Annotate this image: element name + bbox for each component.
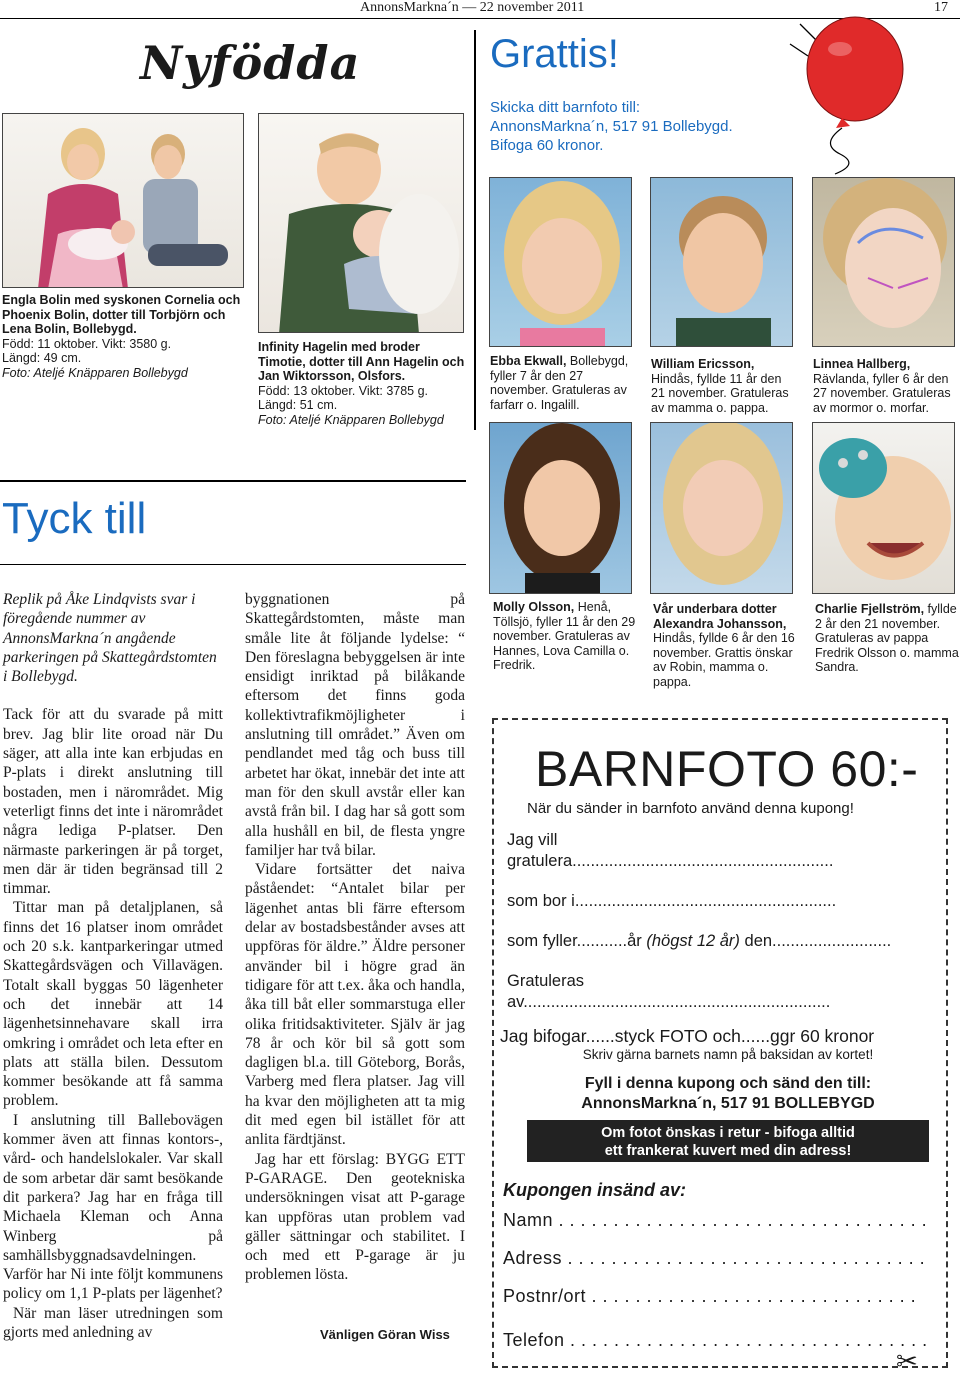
photo-charlie-fjellstrom xyxy=(812,422,955,594)
coupon-line-gratuleras: Gratuleras xyxy=(507,972,585,990)
photo-ebba-ekwall xyxy=(489,177,632,347)
balloon-icon xyxy=(780,14,920,189)
coupon-line-jag-vill: Jag vill xyxy=(507,831,558,849)
caption-william-ericsson: William Ericsson, Hindås, fyllde 11 år den 21 november. Gratuleras av mamma o. pappa. xyxy=(651,357,789,415)
caption-linnea-hallberg: Linnea Hallberg, Rävlanda, fyller 6 år den 27 november. Gratuleras av mormor o. morfar. xyxy=(813,357,951,415)
coupon-return-note: Om fotot önskas i retur - bifoga alltid ett frankerat kuvert med din adress! xyxy=(527,1120,929,1162)
tyck-till-rule-bottom xyxy=(0,564,466,565)
page-number: 17 xyxy=(934,0,948,15)
caption-ebba-ekwall: Ebba Ekwall, Bollebygd, fyller 7 år den 27 november. Gratuleras av farfarr o. Ingalill. xyxy=(490,354,629,412)
photo-linnea-hallberg xyxy=(812,177,955,347)
article-column-2 xyxy=(245,590,465,1285)
coupon-title: BARNFOTO 60:- xyxy=(535,741,919,797)
article-paragraph: byggnationen på Skattegårdstomten, måste man småle lite åt följande lydelse: “ Den föreslagna bebyggelsen är inte ensidigt inriktad på bilåkande eftersom det finns goda kollektivtrafikmöjligheter i anslutning till området.” Även om pendlandet med tåg och buss till arbetet har ökat, innebär det inte att man för den skull avstår eller kan avstå från bil. I dag har så gott som alla hushåll en bil, de flesta yngre familjer har två bilar. xyxy=(245,591,465,859)
coupon-field-adress[interactable]: Adress . . . . . . . . . . . . . . . . . . . . . . . . . . . . . . . . . xyxy=(503,1248,926,1268)
photo-alexandra-johansson xyxy=(650,422,793,594)
section-title-tyck-till: Tyck till xyxy=(2,494,147,543)
article-paragraph: När man läser utredningen som gjorts med anledning av xyxy=(3,1304,223,1341)
coupon-subtitle: När du sänder in barnfoto använd denna kupong! xyxy=(527,800,854,817)
article-intro: Replik på Åke Lindqvists svar i föregående nummer av AnnonsMarkna´n angående parkeringen på Skattegårdstomten i Bollebygd. xyxy=(3,591,217,686)
grattis-instructions: Skicka ditt barnfoto till: AnnonsMarkna´n, 517 91 Bollebygd. Bifoga 60 kronor. xyxy=(490,99,733,154)
photo-william-ericsson xyxy=(650,177,793,347)
photo-molly-olsson xyxy=(489,422,632,594)
caption-infinity-hagelin: Infinity Hagelin med broder Timotie, dotter till Ann Hagelin och Jan Wiktorsson, Olsfors. Född: 13 oktober. Vikt: 3785 g. Längd: 51 cm. Foto: Ateljé Knäpparen Bollebygd xyxy=(258,340,465,427)
caption-alexandra-johansson: Vår underbara dotter Alexandra Johansson, Hindås, fyllde 6 år den 16 november. Grattis önskar av Robin, mamma o. pappa. xyxy=(653,602,795,689)
caption-charlie-fjellstrom: Charlie Fjellström, fyllde 2 år den 21 november. Gratuleras av pappa Fredrik Olsson o. mamma Sandra. xyxy=(815,602,959,674)
section-title-nyfodda: Nyfödda xyxy=(140,36,361,90)
article-signature: Vänligen Göran Wiss xyxy=(320,1327,450,1342)
coupon-field-som-fyller[interactable]: som fyller...........år (högst 12 år) den.......................... xyxy=(507,932,892,950)
coupon-field-bifogar[interactable]: Jag bifogar......styck FOTO och......ggr 60 kronor xyxy=(500,1026,875,1046)
caption-engla-bolin: Engla Bolin med syskonen Cornelia och Phoenix Bolin, dotter till Torbjörn och Lena Bolin, Bollebygd. Född: 11 oktober. Vikt: 3580 g. Längd: 49 cm. Foto: Ateljé Knäpparen Bollebygd xyxy=(2,293,241,380)
article-paragraph: Jag har ett förslag: BYGG ETT P-GARAGE. Den geotekniska undersökningen visat att P-garage kan uppföras utan problem vad gäller sättningar och stabilitet. I och med ett P-garage är ju problemen lösta. xyxy=(245,1150,465,1284)
coupon-sender-heading: Kupongen insänd av: xyxy=(503,1180,687,1200)
tyck-till-rule-top xyxy=(0,480,466,482)
caption-molly-olsson: Molly Olsson, Henå, Töllsjö, fyller 11 år den 29 november. Gratuleras av Hannes, Lova Camilla o. Fredrik. xyxy=(493,600,636,672)
coupon-note-skriv: Skriv gärna barnets namn på baksidan av kortet! xyxy=(582,1047,874,1062)
article-paragraph: Tack för att du svarade på mitt brev. Jag blir lite oroad när Du säger, att alla inte kan erbjudas en P-plats i direkt anslutning till bostaden, men i närområdet. Mig veterligt finns det inte i närområdet några lediga P-platser. Den närmaste parkeringen är på torget, men där är tiden begränsad till 2 timmar. xyxy=(3,706,223,898)
scissors-icon: ✂ xyxy=(896,1346,918,1375)
coupon-send-address: Fyll i denna kupong och sänd den till: AnnonsMarkna´n, 517 91 BOLLEBYGD xyxy=(581,1075,875,1112)
article-paragraph: Vidare fortsätter det naiva påståendet: “Antalet bilar per lägenhet antas bli färre eftersom delar av bostadsbestånder avses att uppföras för äldre.” Äldre personer använder bil i högre grad än tidigare för att t.ex. åka och handla, åka till båt eller sommarstuga eller olika fritidsaktiviteter. Själv är jag 78 år och kör bil så gott som dagligen bl.a. till Göteborg, Borås, Varberg med flera platser. Jag vill ha kvar den möjligheten att ta mig dit med egen bil istället för att anlita färdtjänst. xyxy=(245,861,465,1149)
article-paragraph: I anslutning till Ballebovägen kommer även att finnas kontors-, vård- och handelslokaler. Var skall de som arbetar där samt besökande dit parkera? Jag har en fråga till Michaela Kleman och Anna Winberg på samhällsbyggnadsavdelningen. Varför har Ni inte följt kommunens policy om 1,1 P-plats per lägenhet? xyxy=(3,1111,223,1303)
coupon-field-telefon[interactable]: Telefon . . . . . . . . . . . . . . . . . . . . . . . . . . . . . . . . . xyxy=(503,1330,928,1350)
coupon-field-som-bor-i[interactable]: som bor i......................................................... xyxy=(507,892,837,910)
coupon-field-gratulera[interactable]: gratulera......................................................... xyxy=(507,852,834,870)
photo-engla-bolin xyxy=(2,113,244,288)
section-title-grattis: Grattis! xyxy=(490,32,619,76)
article-paragraph: Tittar man på detaljplanen, så finns det 16 platser inom området och 20 s.k. kantparkeringar utmed Skattegårdsvägen och Villavägen. Totalt skall byggas 50 lägenheter och det innebär att 14 lägenhetsinnehavare skall irra omkring i området och leta efter en plats att ställa bilen. Dessutom kommer besökande att få samma problem. xyxy=(3,899,223,1110)
coupon-field-av[interactable]: av................................................................... xyxy=(507,993,831,1011)
publication-date: AnnonsMarkna´n — 22 november 2011 xyxy=(360,0,585,15)
coupon-field-postnr-ort[interactable]: Postnr/ort . . . . . . . . . . . . . . . . . . . . . . . . . . . . . . xyxy=(503,1286,917,1306)
article-column-1 xyxy=(3,590,223,1342)
column-divider xyxy=(474,30,476,430)
coupon-field-namn[interactable]: Namn . . . . . . . . . . . . . . . . . . . . . . . . . . . . . . . . . . xyxy=(503,1210,928,1230)
photo-infinity-hagelin xyxy=(258,113,464,333)
